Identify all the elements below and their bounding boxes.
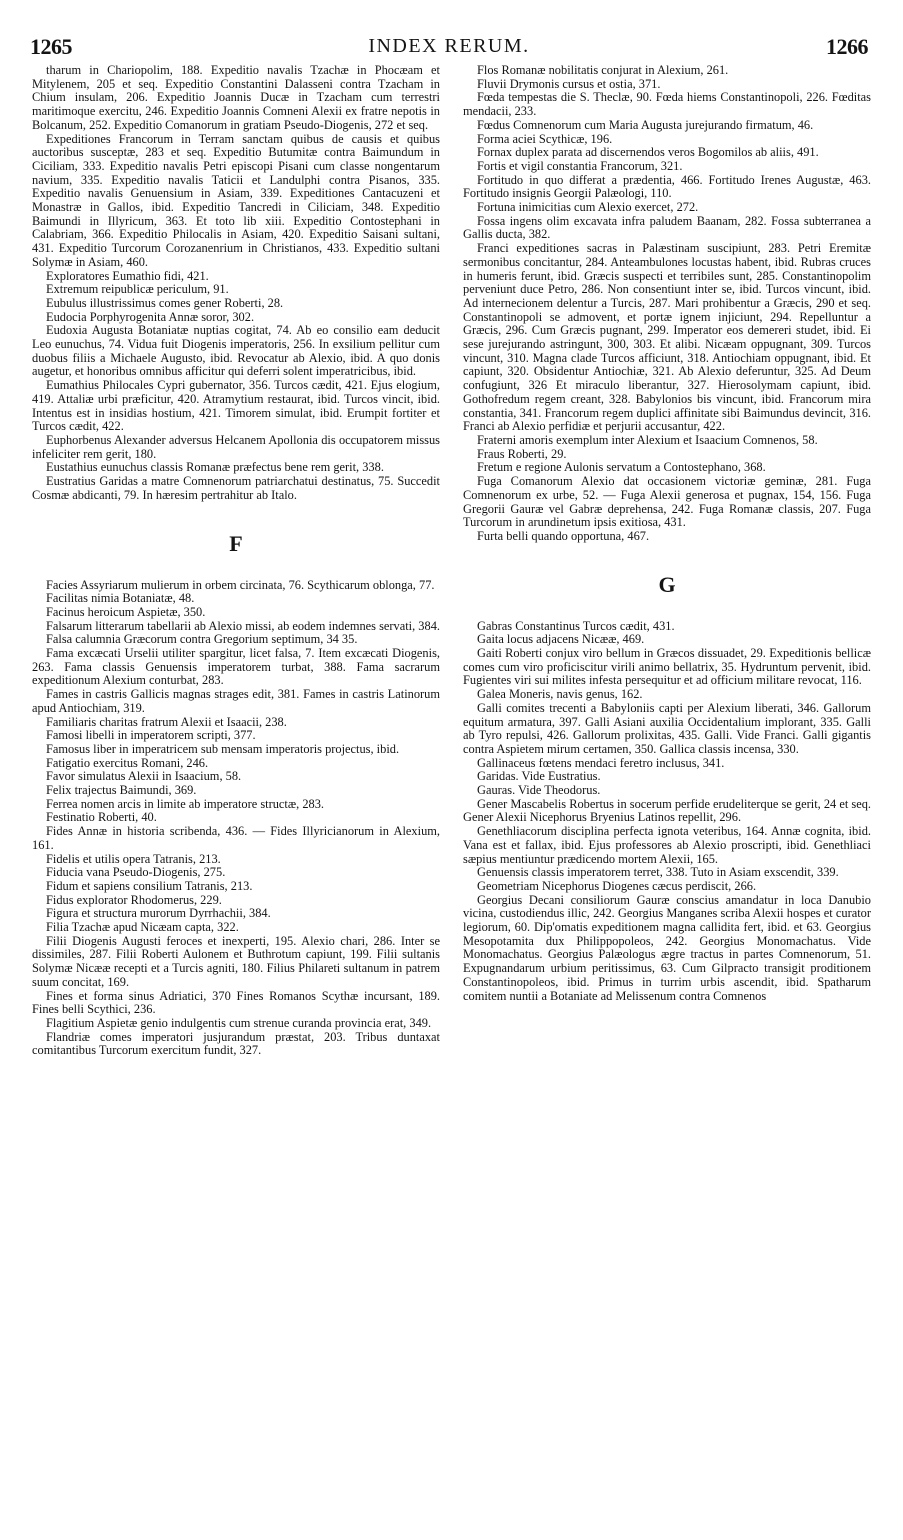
index-entry: Flagitium Aspietæ genio indulgentis cum strenue curanda provincia erat, 349.: [46, 1016, 432, 1030]
index-entry: Famosus liber in imperatricem sub mensam imperatoris projectus, ibid.: [46, 741, 400, 756]
index-entry: Fraus Roberti, 29.: [477, 446, 567, 461]
index-entry: Felix trajectus Baimundi, 369.: [46, 783, 197, 798]
index-entry: Facies Assyriarum mulierum in orbem circinata, 76. Scythicarum oblonga, 77.: [46, 577, 435, 592]
index-entry: Gabras Constantinus Turcos cædit, 431.: [477, 618, 675, 633]
index-entry: Franci expeditiones sacras in Palæstinam suscipiunt, 283. Petri Eremitæ sermonibus concitantur, 284. Anteambulones locustas habent, ibid. Rubras cruces in humeris ferunt, ibid. Græcis suspecti et terribiles sunt, 285. Constantinopolim perveniunt duce Petro, 286. Non consentiunt inter se, ibid. Turcos vincunt, ibid. Ad internecionem delentur a Turcis, 287. Mari prohibentur a Græcis, 290 et seq. Constantinopoli se admovent, et portæ ignem injiciunt, 294. Repelluntur a Græcis, 296. Cum Græcis pugnant, 299. Imperator eos demereri studet, ibid. Ei sese jurejurando astringunt, 300, 303. Et alibi. Nicæam oppugnant, 309. Turcos vincunt, 310. Magna clade Turcos afficiunt, 318. Antiochiam oppugnant, ibid. Et capiunt, 320. Obsidentur Antiochiæ, 321. Ab Alexio deferuntur, 325. Ad Deum confugiunt, 326 Et miraculo liberantur, 327. Hierosolymam capiunt, ibid. Gothofredum regem creant, 328. Babylonios bis vincunt, ibid. Francorum mira constantia, 341. Francorum regem duplici affinitate sibi Baimundus devincit, 316. Franci ab Alexio perfidiæ et perjurii accusantur, 422.: [463, 241, 871, 434]
section-letter-f: F: [229, 530, 243, 556]
page-number-right: 1266: [826, 34, 868, 59]
index-entry: Flandriæ comes imperatori jusjurandum præstat, 203. Tribus duntaxat comitantibus Turcorum exercitum fundit, 327.: [32, 1029, 440, 1058]
index-entry: Expeditiones Francorum in Terram sanctam quibus de causis et quibus auctoribus susceptæ, 283 et seq. Expeditio Butumitæ contra Baimundum in Ciciliam, 333. Expeditio navalis Petri episcopi Pisani cum classe nongentarum navium, 335. Expeditio navalis Taticii et Landulphi contra Pisanos, 335. Expeditio navalis Genuensium in Asiam, 339. Expeditiones Cantacuzeni et Monastræ in Gallos, ibid. Expeditio Tancredi in Ciliciam, 348. Expeditio Baimundi in Illyricum, 363. Et toto lib xiii. Expeditio Contostephani in Calabriam, 366. Expeditio Philocalis in Asiam, 420. Expeditio Saisani sultani, 431. Expeditio Turcorum Corozanenrium in Christianos, 433. Expeditio sultani Solymæ in Asiam, 460.: [32, 131, 440, 269]
index-entry: Figura et structura murorum Dyrrhachii, 384.: [46, 906, 271, 921]
index-entry: Facilitas nimia Botaniatæ, 48.: [46, 591, 195, 606]
index-entry: Famosi libelli in imperatorem scripti, 377.: [46, 728, 256, 743]
index-entry: Fornax duplex parata ad discernendos veros Bogomilos ab aliis, 491.: [477, 145, 819, 160]
index-entry: Fuga Comanorum Alexio dat occasionem victoriæ geminæ, 281. Fuga Comnenorum ex urbe, 52. — Fuga Alexii generosa et pugnax, 154, 156. Fuga Gregorii Gauræ vel Gabræ deprehensa, 242. Fuga Romanæ classis, 207. Fuga Turcorum in arundinetum ipsis exitiosa, 431.: [463, 474, 871, 530]
left-entries-before: [32, 64, 440, 503]
index-entry: Filii Diogenis Augusti feroces et inexperti, 195. Alexio chari, 286. Inter se dissimiles, 287. Filii Roberti Aulonem et Buthrotum capiunt, 199. Filii sultanis Solymæ Nicææ recepti et a Turcis agniti, 180. Filius Philareti sultanum in patrem suum concitat, 169.: [32, 933, 440, 989]
index-entry: Eudoxia Augusta Botaniatæ nuptias cogitat, 74. Ab eo consilio eam deducit Leo eunuchus, 74. Vidua fuit Diogenis imperatoris, 256. In exsilium pellitur cum duobus filiis a Michaele Augusto, ibid. Revocatur ab Alexio, ibid. A quo donis augetur, et honoribus omnibus afficitur qui deferri solent imperatricibus, ibid.: [32, 323, 440, 379]
index-entry: Gener Mascabelis Robertus in socerum perfide erudeliterque se gerit, 24 et seq. Gener Alexii Nicephorus Bryenius Latinos repellit, 296.: [463, 796, 871, 825]
index-entry: Fidelis et utilis opera Tatranis, 213.: [46, 851, 221, 866]
index-entry: Fluvii Drymonis cursus et ostia, 371.: [477, 76, 661, 91]
index-entry: Eustratius Garidas a matre Comnenorum patriarchatui destinatus, 75. Succedit Cosmæ abdicanti, 79. In hæresim pertrahitur ab Italo.: [32, 474, 440, 502]
index-entry: Fortis et vigil constantia Francorum, 321.: [477, 158, 683, 173]
right-entries-after: [463, 620, 871, 1004]
right-entries-before: [463, 64, 871, 544]
index-entry: Garidas. Vide Eustratius.: [477, 769, 601, 784]
page-header: [30, 34, 868, 60]
index-entry: Facinus heroicum Aspietæ, 350.: [46, 604, 206, 619]
index-entry: Festinatio Roberti, 40.: [46, 810, 157, 825]
index-entry: Gallinaceus fœtens mendaci feretro inclusus, 341.: [477, 755, 725, 770]
index-entry: Falsarum litterarum tabellarii ab Alexio missi, ab eodem indemnes servati, 384.: [46, 618, 440, 633]
index-entry: Georgius Decani consiliorum Gauræ conscius amandatur in loca Danubio vicina, custodiendus illic, 242. Georgius Manganes scriba Alexii hospes et curator legiorum, 60. Dip'omatis expeditionem magna callidita fert, ibid. et 63. Georgius Mesopotamita dux Philippopoleos, 242. Georgius Monomachatus. Vide Monomachatus. Georgius Palæologus ægre tractus in partes Comnenorum, 51. Expugnandarum urbium peritissimus, 63. Cum Gilpracto transigit proditionem Constantinopoleos, ibid. Primus in turrim urbis ascendit, ibid. Spatharum comitem nuntii a Botaniate ad Melissenum contra Comnenos: [463, 892, 871, 1003]
index-entry: Fidum et sapiens consilium Tatranis, 213.: [46, 878, 253, 893]
index-entry: Gaita locus adjacens Nicææ, 469.: [477, 632, 645, 647]
index-entry: Fœdus Comnenorum cum Maria Augusta jurejurando firmatum, 46.: [477, 117, 814, 132]
right-column: [463, 64, 871, 1003]
index-entry: Familiaris charitas fratrum Alexii et Isaacii, 238.: [46, 714, 287, 729]
running-title: INDEX RERUM.: [368, 35, 530, 57]
index-entry: Forma aciei Scythicæ, 196.: [477, 131, 613, 146]
index-entry: Geometriam Nicephorus Diogenes cæcus perdiscit, 266.: [477, 878, 757, 893]
index-entry: Fretum e regione Aulonis servatum a Contostephano, 368.: [477, 460, 766, 475]
index-entry: Euphorbenus Alexander adversus Helcanem Apollonia dis occupatorem missus infeliciter rem gerit, 180.: [32, 432, 440, 461]
index-entry: Fossa ingens olim excavata infra paludem Baanam, 282. Fossa subterranea a Gallis ducta, 382.: [463, 213, 871, 242]
index-entry: Eubulus illustrissimus comes gener Roberti, 28.: [46, 295, 284, 310]
index-entry: Genuensis classis imperatorem terret, 338. Tuto in Asiam exscendit, 339.: [477, 865, 839, 880]
index-entry: Fatigatio exercitus Romani, 246.: [46, 755, 209, 770]
index-entry: Fama excæcati Urselii utiliter spargitur, licet falsa, 7. Item excæcati Diogenis, 263. Fama classis Genuensis imperatorem turbat, 388. Fama sacrarum expeditionum Alexium conturbat, 283.: [32, 646, 440, 688]
left-column: [32, 64, 440, 1058]
index-entry: tharum in Chariopolim, 188. Expeditio navalis Tzachæ in Phocæam et Mitylenem, 205 et seq. Expeditio Constantini Dalasseni contra Tzacham in Chium insulam, 206. Expeditio Joannis Ducæ in Tzacham cum terrestri maritimoque exercitu, 246. Expeditio Joannis Comneni Alexii ex fratre nepotis in Bolcanum, 252. Expeditio Comanorum in gratiam Pseudo-Diogenis, 272 et seq.: [32, 63, 440, 132]
index-entry: Fraterni amoris exemplum inter Alexium et Isaacium Comnenos, 58.: [477, 432, 818, 447]
index-entry: Fides Annæ in historia scribenda, 436. — Fides Illyricianorum in Alexium, 161.: [32, 824, 440, 852]
index-entry: Falsa calumnia Græcorum contra Gregorium septimum, 34 35.: [46, 632, 358, 647]
index-entry: Fames in castris Gallicis magnas strages edit, 381. Fames in castris Latinorum apud Antiochiam, 319.: [32, 687, 440, 715]
index-entry: Galea Moneris, navis genus, 162.: [477, 687, 643, 702]
index-entry: Eudocia Porphyrogenita Annæ soror, 302.: [46, 309, 255, 324]
index-entry: Eumathius Philocales Cypri gubernator, 356. Turcos cædit, 421. Ejus elogium, 419. Attaliæ urbi præficitur, 420. Atramytium restaurat, ibid. Turcos vincit, ibid. Intentus est in insidias hostium, 421. Timorem simulat, ibid. Erumpit fortiter et Turcos cædit, 422.: [32, 378, 440, 434]
index-entry: Extremum reipublicæ periculum, 91.: [46, 282, 229, 297]
index-entry: Eustathius eunuchus classis Romanæ præfectus bene rem gerit, 338.: [46, 460, 384, 475]
index-entry: Fiducia vana Pseudo-Diogenis, 275.: [46, 865, 226, 880]
index-entry: Fœda tempestas die S. Theclæ, 90. Fœda hiems Constantinopoli, 226. Fœditas mendacii, 233.: [463, 90, 871, 119]
index-entry: Fidus explorator Rhodomerus, 229.: [46, 892, 222, 907]
left-entries-after: [32, 579, 440, 1059]
index-entry: Fortitudo in quo differat a prædentia, 466. Fortitudo Irenes Augustæ, 463. Fortitudo insignis Georgii Palæologi, 110.: [463, 172, 871, 201]
index-entry: Filia Tzachæ apud Nicæam capta, 322.: [46, 920, 239, 935]
index-entry: Gaiti Roberti conjux viro bellum in Græcos dissuadet, 29. Expeditionis bellicæ comes cum viro proficiscitur virili animo bellatrix, 35. Hydruntum pervenit, ibid. Fugientes viri sui milites infesta persequitur et ad officium militare revocat, 116.: [463, 646, 871, 688]
index-entry: Gauras. Vide Theodorus.: [477, 783, 601, 798]
index-entry: Fines et forma sinus Adriatici, 370 Fines Romanos Scythæ incursant, 189. Fines belli Scythici, 236.: [32, 988, 440, 1017]
index-entry: Ferrea nomen arcis in limite ab imperatore structæ, 283.: [46, 796, 325, 811]
index-entry: Galli comites trecenti a Babyloniis capti per Alexium liberati, 346. Gallorum equitum armatura, 397. Galli Asiani auxilia Occidentalium implorant, 335. Galli ab Tyro repulsi, 426. Gallorum prolixitas, 435. Galli. Vide Franci. Galli gigantis contra Aspietem mirum certamen, 350. Gallica classis incensa, 330.: [463, 700, 871, 756]
index-entry: Exploratores Eumathio fidi, 421.: [46, 268, 209, 283]
index-entry: Genethliacorum disciplina perfecta ignota veteribus, 164. Annæ cognita, ibid. Vana est et fallax, ibid. Ejus professores ab Alexio proscripti, ibid. Genethliaci sæpius mentiuntur prædicendo mortem Alexii, 165.: [463, 824, 871, 866]
index-entry: Flos Romanæ nobilitatis conjurat in Alexium, 261.: [477, 63, 729, 77]
section-letter-g: G: [658, 571, 676, 597]
page-number-left: 1265: [30, 34, 72, 59]
index-entry: Favor simulatus Alexii in Isaacium, 58.: [46, 769, 242, 784]
index-entry: Furta belli quando opportuna, 467.: [477, 528, 650, 543]
index-entry: Fortuna inimicitias cum Alexio exercet, 272.: [477, 200, 699, 215]
